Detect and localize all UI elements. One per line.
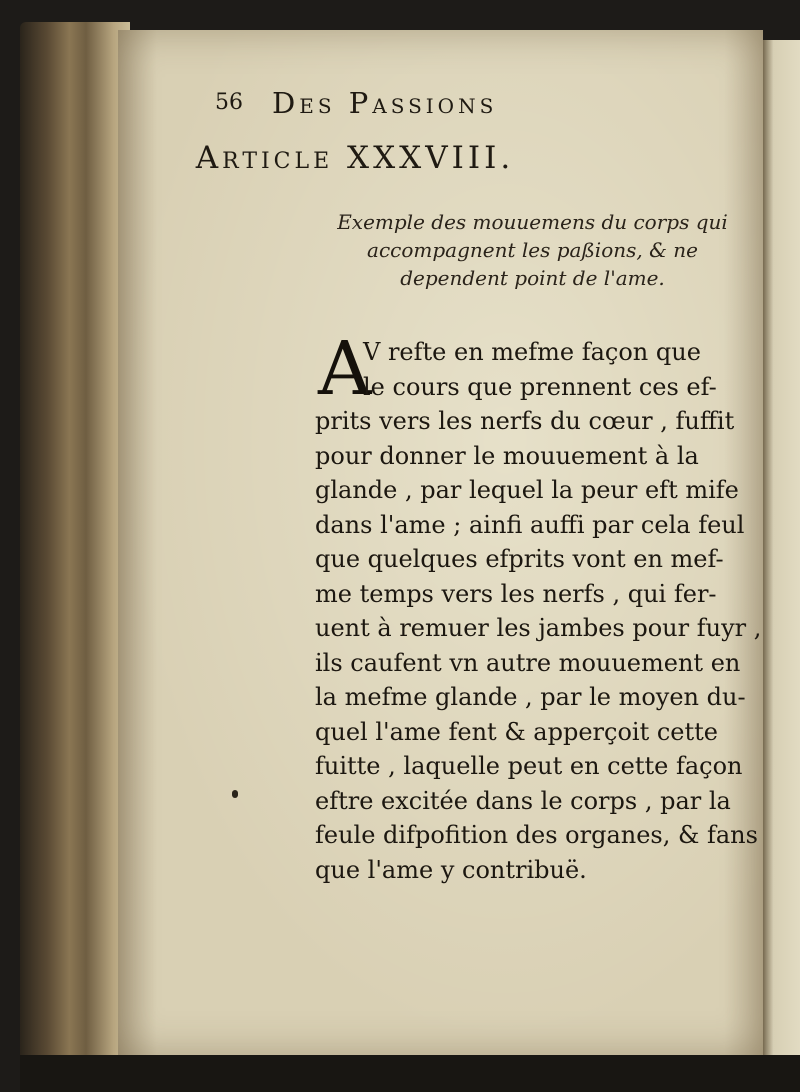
drop-cap: A xyxy=(318,326,372,412)
body-line: eftre excitée dans le corps , par la xyxy=(315,786,731,815)
summary-line: dependent point de l'ame. xyxy=(400,266,665,290)
body-line: le cours que prennent ces ef- xyxy=(363,372,717,401)
body-line: V refte en mefme façon que xyxy=(363,338,701,366)
summary-line: accompagnent les paßions, & ne xyxy=(367,238,698,262)
body-line: la mefme glande , par le moyen du- xyxy=(315,683,746,711)
article-body xyxy=(315,335,762,887)
body-line: que quelques efprits vont en mef- xyxy=(315,545,724,573)
body-line: me temps vers les nerfs , qui fer- xyxy=(315,579,717,608)
body-line: quel l'ame fent & apperçoit cette xyxy=(315,717,718,746)
book-page-edges xyxy=(20,22,130,1067)
running-title: Des Passions xyxy=(272,86,498,120)
summary-line: Exemple des mouuemens du corps qui xyxy=(337,210,728,234)
body-line: feule difpofition des organes, & fans xyxy=(315,821,758,849)
article-title: Article XXXVIII. xyxy=(195,140,515,176)
body-line: glande , par lequel la peur eft mife xyxy=(315,476,739,504)
article-summary xyxy=(320,208,745,292)
body-line: que l'ame y contribuë. xyxy=(315,855,587,884)
body-line: ils caufent vn autre mouuement en xyxy=(315,648,741,677)
page-number: 56 xyxy=(215,90,243,115)
body-line: pour donner le mouuement à la xyxy=(315,441,699,470)
bottom-shadow xyxy=(20,1055,800,1092)
body-line: fuitte , laquelle peut en cette façon xyxy=(315,752,743,780)
body-line: dans l'ame ; ainfi auffi par cela feul xyxy=(315,510,745,539)
ink-speck xyxy=(232,790,238,798)
facing-page-edge xyxy=(762,40,800,1070)
page-header xyxy=(215,80,715,120)
body-line: uent à remuer les jambes pour fuyr , xyxy=(315,614,762,642)
body-line: prits vers les nerfs du cœur , fuffit xyxy=(315,407,735,435)
